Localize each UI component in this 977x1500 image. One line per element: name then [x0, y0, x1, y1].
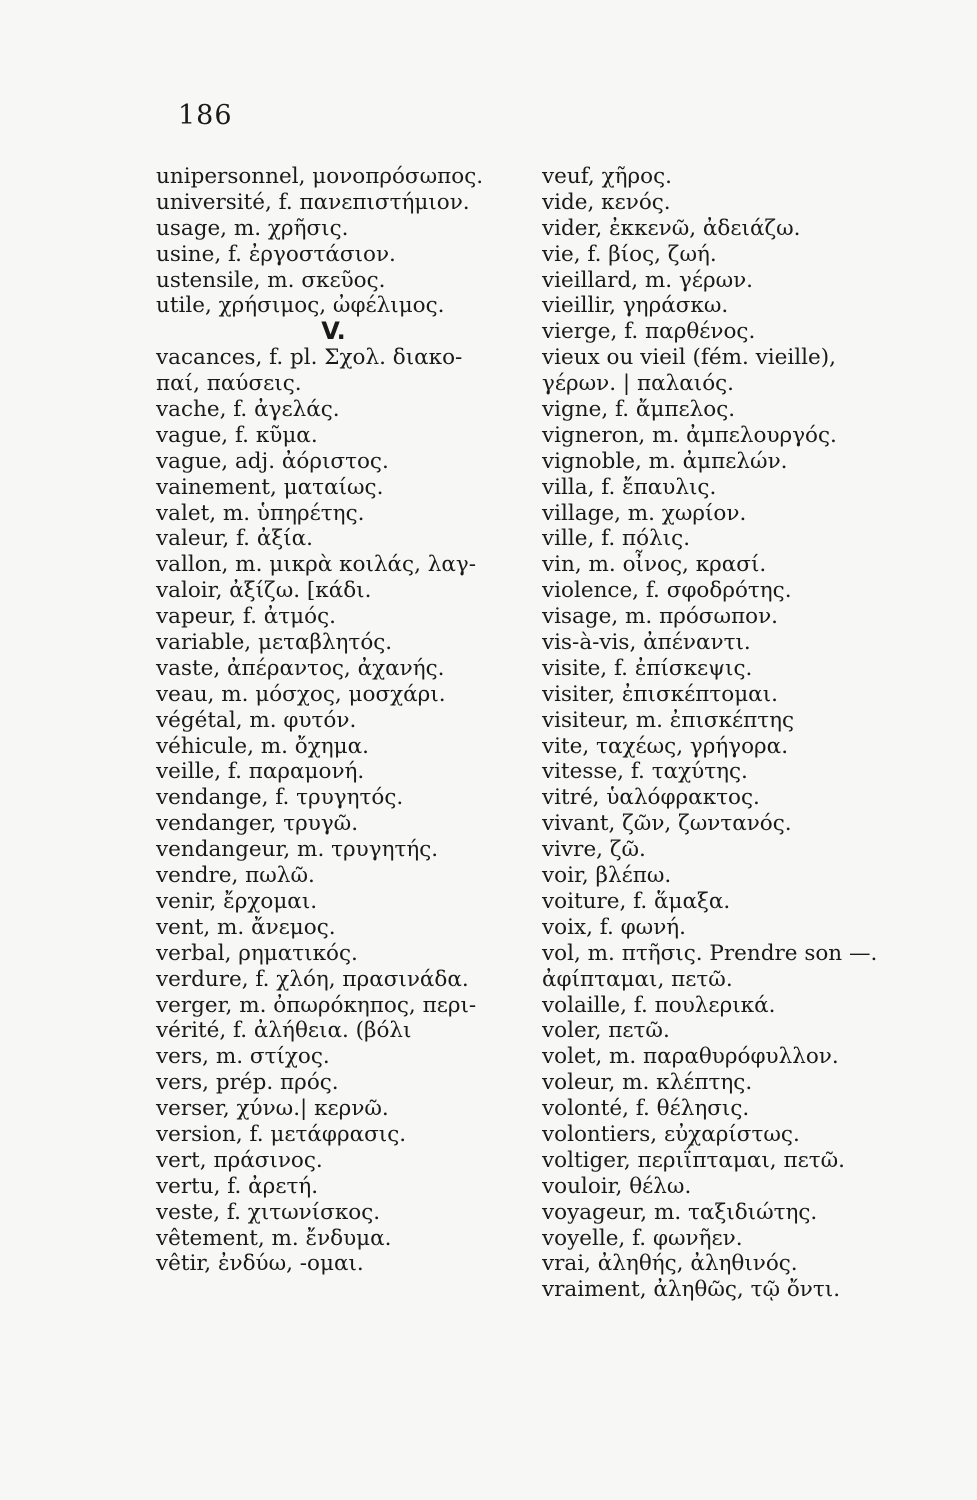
- right-column-entry: visite, f. ἐπίσκεψις.: [542, 655, 753, 681]
- left-column-entry: verser, χύνω.| κερνῶ.: [156, 1096, 389, 1122]
- right-column-entry: vraiment, ἀληθῶς, τῷ ὄντι.: [542, 1277, 841, 1303]
- right-column-entry: vitesse, f. ταχύτης.: [542, 759, 748, 785]
- left-column-entry: vainement, ματαίως.: [156, 474, 384, 500]
- right-column-entry: voix, f. φωνή.: [542, 914, 686, 940]
- left-column-entry: vague, f. κῦμα.: [156, 422, 318, 448]
- right-column-entry: voir, βλέπω.: [542, 863, 672, 889]
- right-column-entry: vite, ταχέως, γρήγορα.: [542, 733, 789, 759]
- left-column-entry: vache, f. ἀγελάς.: [156, 397, 340, 423]
- right-column-entry: voyelle, f. φωνῆεν.: [542, 1225, 743, 1251]
- right-column-entry: voltiger, περιΐπταμαι, πετῶ.: [542, 1147, 845, 1173]
- left-column-entry: vague, adj. ἀόριστος.: [156, 448, 389, 474]
- right-column-entry: vieillir, γηράσκω.: [542, 293, 729, 319]
- left-column-entry: vendangeur, m. τρυγητής.: [156, 837, 439, 863]
- right-column-entry: ville, f. πόλις.: [542, 526, 691, 552]
- right-column-entry: voler, πετῶ.: [542, 1018, 670, 1044]
- left-column-entry: vallon, m. μικρὰ κοιλάς, λαγ-: [156, 552, 476, 578]
- left-column-entry: usage, m. χρῆσις.: [156, 215, 349, 241]
- right-column-entry: vigneron, m. ἀμπελουργός.: [542, 422, 837, 448]
- right-column-entry: vignoble, m. ἀμπελών.: [542, 448, 788, 474]
- right-column-entry: visiteur, m. ἐπισκέπτης: [542, 707, 795, 733]
- section-heading-v: V.: [321, 317, 346, 346]
- left-column-entry: verbal, ρηματικός.: [156, 940, 358, 966]
- right-column-entry: vigne, f. ἄμπελος.: [542, 397, 736, 423]
- right-column-entry: vivant, ζῶν, ζωντανός.: [542, 811, 792, 837]
- right-column-entry: volontiers, εὐχαρίστως.: [542, 1121, 800, 1147]
- left-column-entry: valeur, f. ἀξία.: [156, 526, 313, 552]
- left-column-entry: verdure, f. χλόη, πρασινάδα.: [156, 966, 469, 992]
- right-column-entry: vider, ἐκκενῶ, ἀδειάζω.: [542, 215, 801, 241]
- left-column-entry: venir, ἔρχομαι.: [156, 888, 318, 914]
- right-column-entry: voyageur, m. ταξιδιώτης.: [542, 1199, 818, 1225]
- right-column-entry: vis-à-vis, ἀπέναντι.: [542, 630, 751, 656]
- left-column-entry: usine, f. ἐργοστάσιον.: [156, 241, 396, 267]
- right-column-entry: visage, m. πρόσωπον.: [542, 604, 778, 630]
- left-column-entry: vent, m. ἄνεμος.: [156, 914, 336, 940]
- left-column-entry: verger, m. ὀπωρόκηπος, περι-: [156, 992, 477, 1018]
- left-column-entry: veille, f. παραμονή.: [156, 759, 365, 785]
- right-column-entry: visiter, ἐπισκέπτομαι.: [542, 681, 778, 707]
- left-column-entry: παί, παύσεις.: [156, 371, 302, 397]
- right-column-entry: vie, f. βίος, ζωή.: [542, 241, 717, 267]
- right-column-entry: voiture, f. ἅμαξα.: [542, 888, 731, 914]
- right-column-entry: vieux ou vieil (fém. vieille),: [542, 345, 836, 371]
- right-column-entry: village, m. χωρίον.: [542, 500, 747, 526]
- right-column-entry: vivre, ζῶ.: [542, 837, 646, 863]
- right-column-entry: vitré, ὑαλόφρακτος.: [542, 785, 760, 811]
- left-column-entry: unipersonnel, μονοπρόσωπος.: [156, 164, 484, 189]
- left-column-entry: vendre, πωλῶ.: [156, 863, 315, 889]
- right-column-entry: γέρων. | παλαιός.: [542, 371, 735, 397]
- right-column-entry: voleur, m. κλέπτης.: [542, 1070, 753, 1096]
- page-number: 186: [178, 100, 233, 131]
- left-column-entry: version, f. μετάφρασις.: [156, 1121, 407, 1147]
- left-column-entry: vertu, f. ἀρετή.: [156, 1173, 319, 1199]
- right-column-entry: vieillard, m. γέρων.: [542, 267, 754, 293]
- left-column-entry: valoir, ἀξίζω. [κάδι.: [156, 578, 372, 604]
- right-column-entry: vide, κενός.: [542, 189, 671, 215]
- right-column-entry: vouloir, θέλω.: [542, 1173, 692, 1199]
- right-column-entry: vierge, f. παρθένος.: [542, 319, 756, 345]
- left-column-entry: végétal, m. φυτόν.: [156, 707, 357, 733]
- left-column-entry: vaste, ἀπέραντος, ἀχανής.: [156, 655, 445, 681]
- right-column-entry: volet, m. παραθυρόφυλλον.: [542, 1044, 839, 1070]
- right-column-entry: villa, f. ἔπαυλις.: [542, 474, 717, 500]
- right-column-entry: volaille, f. πουλερικά.: [542, 992, 776, 1018]
- left-column-entry: utile, χρήσιμος, ὠφέλιμος.: [156, 293, 445, 319]
- right-column-entry: ἀφίπταμαι, πετῶ.: [542, 966, 733, 992]
- left-column-entry: vendanger, τρυγῶ.: [156, 811, 359, 837]
- right-column-entry: vin, m. οἶνος, κρασί.: [542, 552, 767, 578]
- left-column-entry: vapeur, f. ἀτμός.: [156, 604, 336, 630]
- left-column-entry: vendange, f. τρυγητός.: [156, 785, 404, 811]
- left-column-entry: vêtir, ἐνδύω, -ομαι.: [156, 1251, 364, 1277]
- left-column-entry: veste, f. χιτωνίσκος.: [156, 1199, 381, 1225]
- left-column-entry: véhicule, m. ὄχημα.: [156, 733, 369, 759]
- left-column-entry: vert, πράσινος.: [156, 1147, 323, 1173]
- left-column-entry: vêtement, m. ἔνδυμα.: [156, 1225, 392, 1251]
- left-column-entry: vérité, f. ἀλήθεια. (βόλι: [156, 1018, 412, 1044]
- left-column-entry: université, f. πανεπιστήμιον.: [156, 189, 470, 215]
- right-column-entry: vrai, ἀληθής, ἀληθινός.: [542, 1251, 798, 1277]
- right-column: [542, 164, 942, 1303]
- left-column-entry: vacances, f. pl. Σχολ. διακο-: [156, 345, 463, 371]
- left-column-entry: variable, μεταβλητός.: [156, 630, 393, 656]
- right-column-entry: violence, f. σφοδρότης.: [542, 578, 792, 604]
- left-column: [156, 164, 511, 1277]
- left-column-entry: vers, m. στίχος.: [156, 1044, 330, 1070]
- left-column-entry: ustensile, m. σκεῦος.: [156, 267, 386, 293]
- right-column-entry: veuf, χῆρος.: [542, 164, 672, 189]
- left-column-entry: vers, prép. πρός.: [156, 1070, 339, 1096]
- right-column-entry: vol, m. πτῆσις. Prendre son —.: [542, 940, 878, 966]
- right-column-entry: volonté, f. θέλησις.: [542, 1096, 750, 1122]
- left-column-entry: valet, m. ὑπηρέτης.: [156, 500, 365, 526]
- left-column-entry: veau, m. μόσχος, μοσχάρι.: [156, 681, 446, 707]
